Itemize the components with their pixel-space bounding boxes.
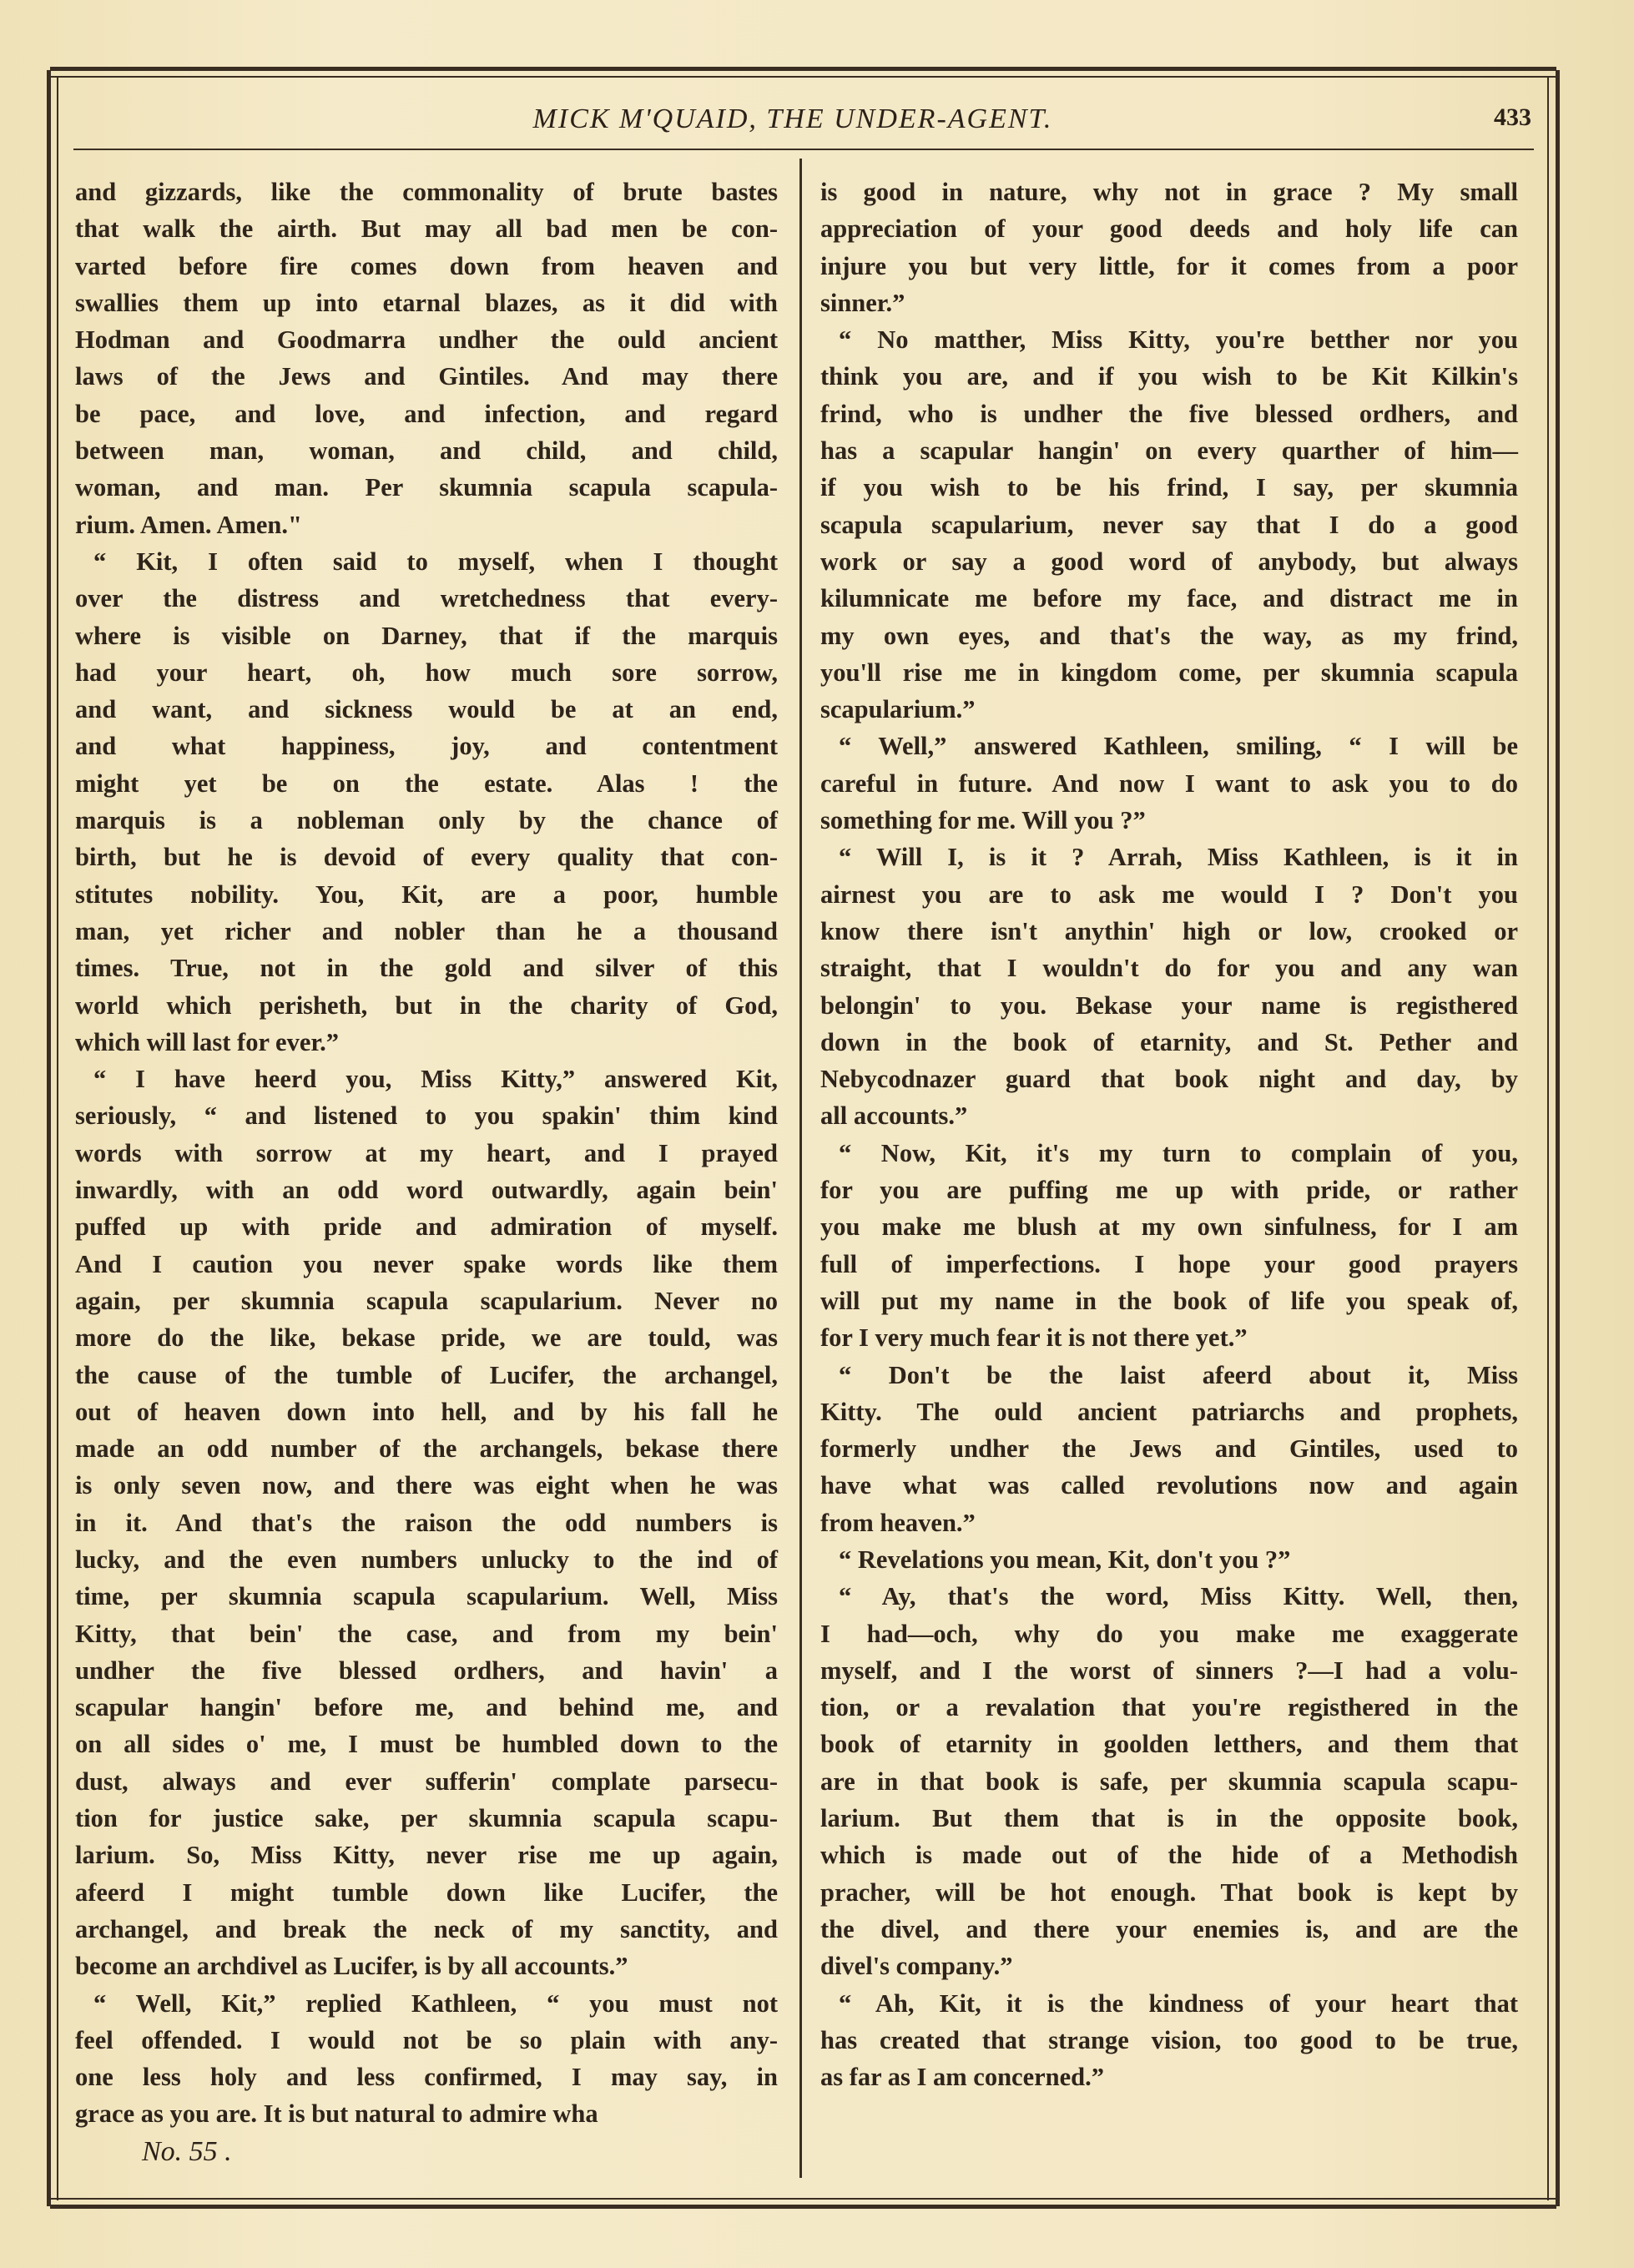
text-line: stitutes nobility. You, Kit, are a poor, humble <box>75 879 778 909</box>
text-line: I had—och, why do you make me exaggerate <box>820 1619 1518 1648</box>
text-line: the divel, and there your enemies is, and are the <box>820 1914 1518 1943</box>
text-line: straight, that I wouldn't do for you and any wan <box>820 954 1518 983</box>
text-line: made an odd number of the archangels, bekase there <box>75 1434 778 1464</box>
text-line: if you wish to be his frind, I say, per skumnia <box>820 473 1518 502</box>
text-line: and want, and sickness would be at an end, <box>75 695 778 724</box>
text-line: scapularium.” <box>820 695 976 724</box>
page-border <box>1547 77 1549 2200</box>
text-line: which will last for ever.” <box>75 1027 339 1056</box>
text-line: lucky, and the even numbers unlucky to the ind of <box>75 1545 778 1574</box>
page-border <box>50 76 1556 78</box>
text-line: out of heaven down into hell, and by his fall he <box>75 1397 778 1426</box>
text-line: had your heart, oh, how much sore sorrow, <box>75 658 778 687</box>
text-line: woman, and man. Per skumnia scapula scapula- <box>75 473 778 502</box>
text-line: swallies them up into etarnal blazes, as it did with <box>75 288 778 317</box>
text-line: “ Now, Kit, it's my turn to complain of you, <box>839 1138 1518 1167</box>
text-line: world which perisheth, but in the charity of God, <box>75 990 778 1020</box>
text-line: sinner.” <box>820 288 905 317</box>
text-line: know there isn't anythin' high or low, crooked or <box>820 916 1518 945</box>
column-divider <box>799 159 802 2178</box>
text-line: time, per skumnia scapula scapularium. Well, Miss <box>75 1582 778 1611</box>
text-line: Kitty, that bein' the case, and from my bein' <box>75 1619 778 1648</box>
text-line: feel offended. I would not be so plain with any- <box>75 2025 778 2054</box>
text-line: something for me. Will you ?” <box>820 806 1146 835</box>
left-text-column <box>75 174 778 2133</box>
text-line: “ Ay, that's the word, Miss Kitty. Well, then, <box>839 1582 1518 1611</box>
text-line: “ Don't be the laist afeerd about it, Miss <box>839 1360 1518 1389</box>
text-line: on all sides o' me, I must be humbled down to the <box>75 1730 778 1759</box>
text-line: you'll rise me in kingdom come, per skumnia scapula <box>820 658 1518 687</box>
text-line: has created that strange vision, too good to be true, <box>820 2025 1518 2054</box>
text-line: scapular hangin' before me, and behind me, and <box>75 1693 778 1722</box>
text-line: times. True, not in the gold and silver of this <box>75 954 778 983</box>
text-line: “ Revelations you mean, Kit, don't you ?” <box>839 1545 1291 1574</box>
text-line: birth, but he is devoid of every quality that con- <box>75 843 778 872</box>
text-line: which is made out of the hide of a Methodish <box>820 1841 1518 1870</box>
text-line: marquis is a nobleman only by the chance of <box>75 806 778 835</box>
text-line: “ Will I, is it ? Arrah, Miss Kathleen, is it in <box>839 843 1518 872</box>
text-line: airnest you are to ask me would I ? Don't you <box>820 879 1518 909</box>
text-line: varted before fire comes down from heaven and <box>75 251 778 280</box>
page-number: 433 <box>1494 103 1531 131</box>
text-line: injure you but very little, for it comes from a poor <box>820 251 1518 280</box>
text-line: the cause of the tumble of Lucifer, the archangel, <box>75 1360 778 1389</box>
text-line: is only seven now, and there was eight when he was <box>75 1471 778 1500</box>
text-line: down in the book of etarnity, and St. Pether and <box>820 1027 1518 1056</box>
text-line: scapula scapularium, never say that I do a good <box>820 510 1518 539</box>
page-border <box>47 70 51 2206</box>
signature-mark: No. 55 . <box>142 2136 232 2167</box>
text-line: is good in nature, why not in grace ? My small <box>820 178 1518 206</box>
text-line: become an archdivel as Lucifer, is by all accounts.” <box>75 1952 628 1981</box>
text-line: formerly undher the Jews and Gintiles, used to <box>820 1434 1518 1464</box>
text-line: Kitty. The ould ancient patriarchs and prophets, <box>820 1397 1518 1426</box>
text-line: inwardly, with an odd word outwardly, again bein' <box>75 1176 778 1205</box>
text-line: full of imperfections. I hope your good prayers <box>820 1249 1518 1278</box>
text-line: book of etarnity in goolden letthers, and them that <box>820 1730 1518 1759</box>
text-line: “ Well,” answered Kathleen, smiling, “ I will be <box>839 732 1518 761</box>
text-line: between man, woman, and child, and child, <box>75 436 778 466</box>
text-line: might yet be on the estate. Alas ! the <box>75 769 778 798</box>
text-line: archangel, and break the neck of my sanctity, and <box>75 1914 778 1943</box>
text-line: over the distress and wretchedness that every- <box>75 584 778 613</box>
text-line: for I very much fear it is not there yet.” <box>820 1323 1248 1353</box>
text-line: has a scapular hangin' on every quarther of him— <box>820 436 1518 466</box>
text-line: as far as I am concerned.” <box>820 2063 1104 2092</box>
text-line: seriously, “ and listened to you spakin' thim kind <box>75 1101 778 1131</box>
text-line: belongin' to you. Bekase your name is registhered <box>820 990 1518 1020</box>
text-line: more do the like, bekase pride, we are tould, was <box>75 1323 778 1353</box>
text-line: pracher, will be hot enough. That book is kept by <box>820 1877 1518 1907</box>
page-border <box>57 77 58 2200</box>
text-line: for you are puffing me up with pride, or rather <box>820 1176 1518 1205</box>
text-line: undher the five blessed ordhers, and havin' a <box>75 1656 778 1685</box>
text-line: one less holy and less confirmed, I may say, in <box>75 2063 778 2092</box>
text-line: words with sorrow at my heart, and I prayed <box>75 1138 778 1167</box>
text-line: in it. And that's the raison the odd numbers is <box>75 1508 778 1537</box>
text-line: have what was called revolutions now and again <box>820 1471 1518 1500</box>
text-line: Hodman and Goodmarra undher the ould ancient <box>75 325 778 355</box>
header-rule <box>73 149 1534 150</box>
text-line: And I caution you never spake words like them <box>75 1249 778 1278</box>
text-line: larium. But them that is in the opposite book, <box>820 1804 1518 1833</box>
text-line: myself, and I the worst of sinners ?—I had a volu- <box>820 1656 1518 1685</box>
text-line: “ Kit, I often said to myself, when I thought <box>93 547 778 576</box>
text-line: tion for justice sake, per skumnia scapula scapu- <box>75 1804 778 1833</box>
text-line: appreciation of your good deeds and holy life can <box>820 214 1518 244</box>
text-line: are in that book is safe, per skumnia scapula scapu- <box>820 1767 1518 1796</box>
text-line: “ I have heerd you, Miss Kitty,” answered Kit, <box>93 1065 778 1094</box>
text-line: puffed up with pride and admiration of myself. <box>75 1212 778 1242</box>
text-line: from heaven.” <box>820 1508 976 1537</box>
text-line: and gizzards, like the commonality of brute bastes <box>75 178 778 206</box>
text-line: my own eyes, and that's the way, as my frind, <box>820 621 1518 650</box>
text-line: work or say a good word of anybody, but always <box>820 547 1518 576</box>
text-line: you make me blush at my own sinfulness, for I am <box>820 1212 1518 1242</box>
text-line: “ Ah, Kit, it is the kindness of your heart that <box>839 1988 1518 2018</box>
text-line: Nebycodnazer guard that book night and day, by <box>820 1065 1518 1094</box>
page-border <box>50 67 1556 71</box>
text-line: tion, or a revalation that you're registhered in the <box>820 1693 1518 1722</box>
text-line: be pace, and love, and infection, and regard <box>75 399 778 428</box>
text-line: frind, who is undher the five blessed ordhers, and <box>820 399 1518 428</box>
page-border <box>50 2205 1556 2209</box>
text-line: dust, always and ever sufferin' complate parsecu- <box>75 1767 778 1796</box>
right-text-column <box>820 174 1518 2095</box>
text-line: laws of the Jews and Gintiles. And may there <box>75 362 778 391</box>
text-line: all accounts.” <box>820 1101 968 1131</box>
text-line: rium. Amen. Amen." <box>75 510 302 539</box>
running-title: MICK M'QUAID, THE UNDER-AGENT. <box>532 103 1053 134</box>
text-line: that walk the airth. But may all bad men be con- <box>75 214 778 244</box>
text-line: and what happiness, joy, and contentment <box>75 732 778 761</box>
text-line: grace as you are. It is but natural to admire wha <box>75 2099 598 2129</box>
page-border <box>50 2198 1556 2200</box>
text-line: will put my name in the book of life you speak of, <box>820 1286 1518 1315</box>
text-line: where is visible on Darney, that if the marquis <box>75 621 778 650</box>
text-line: think you are, and if you wish to be Kit Kilkin's <box>820 362 1518 391</box>
text-line: man, yet richer and nobler than he a thousand <box>75 916 778 945</box>
text-line: careful in future. And now I want to ask you to do <box>820 769 1518 798</box>
page-border <box>1556 70 1560 2206</box>
text-line: “ Well, Kit,” replied Kathleen, “ you must not <box>93 1988 778 2018</box>
text-line: “ No matther, Miss Kitty, you're betther nor you <box>839 325 1518 355</box>
text-line: kilumnicate me before my face, and distract me in <box>820 584 1518 613</box>
text-line: divel's company.” <box>820 1952 1013 1981</box>
text-line: larium. So, Miss Kitty, never rise me up again, <box>75 1841 778 1870</box>
text-line: again, per skumnia scapula scapularium. Never no <box>75 1286 778 1315</box>
text-line: afeerd I might tumble down like Lucifer, the <box>75 1877 778 1907</box>
